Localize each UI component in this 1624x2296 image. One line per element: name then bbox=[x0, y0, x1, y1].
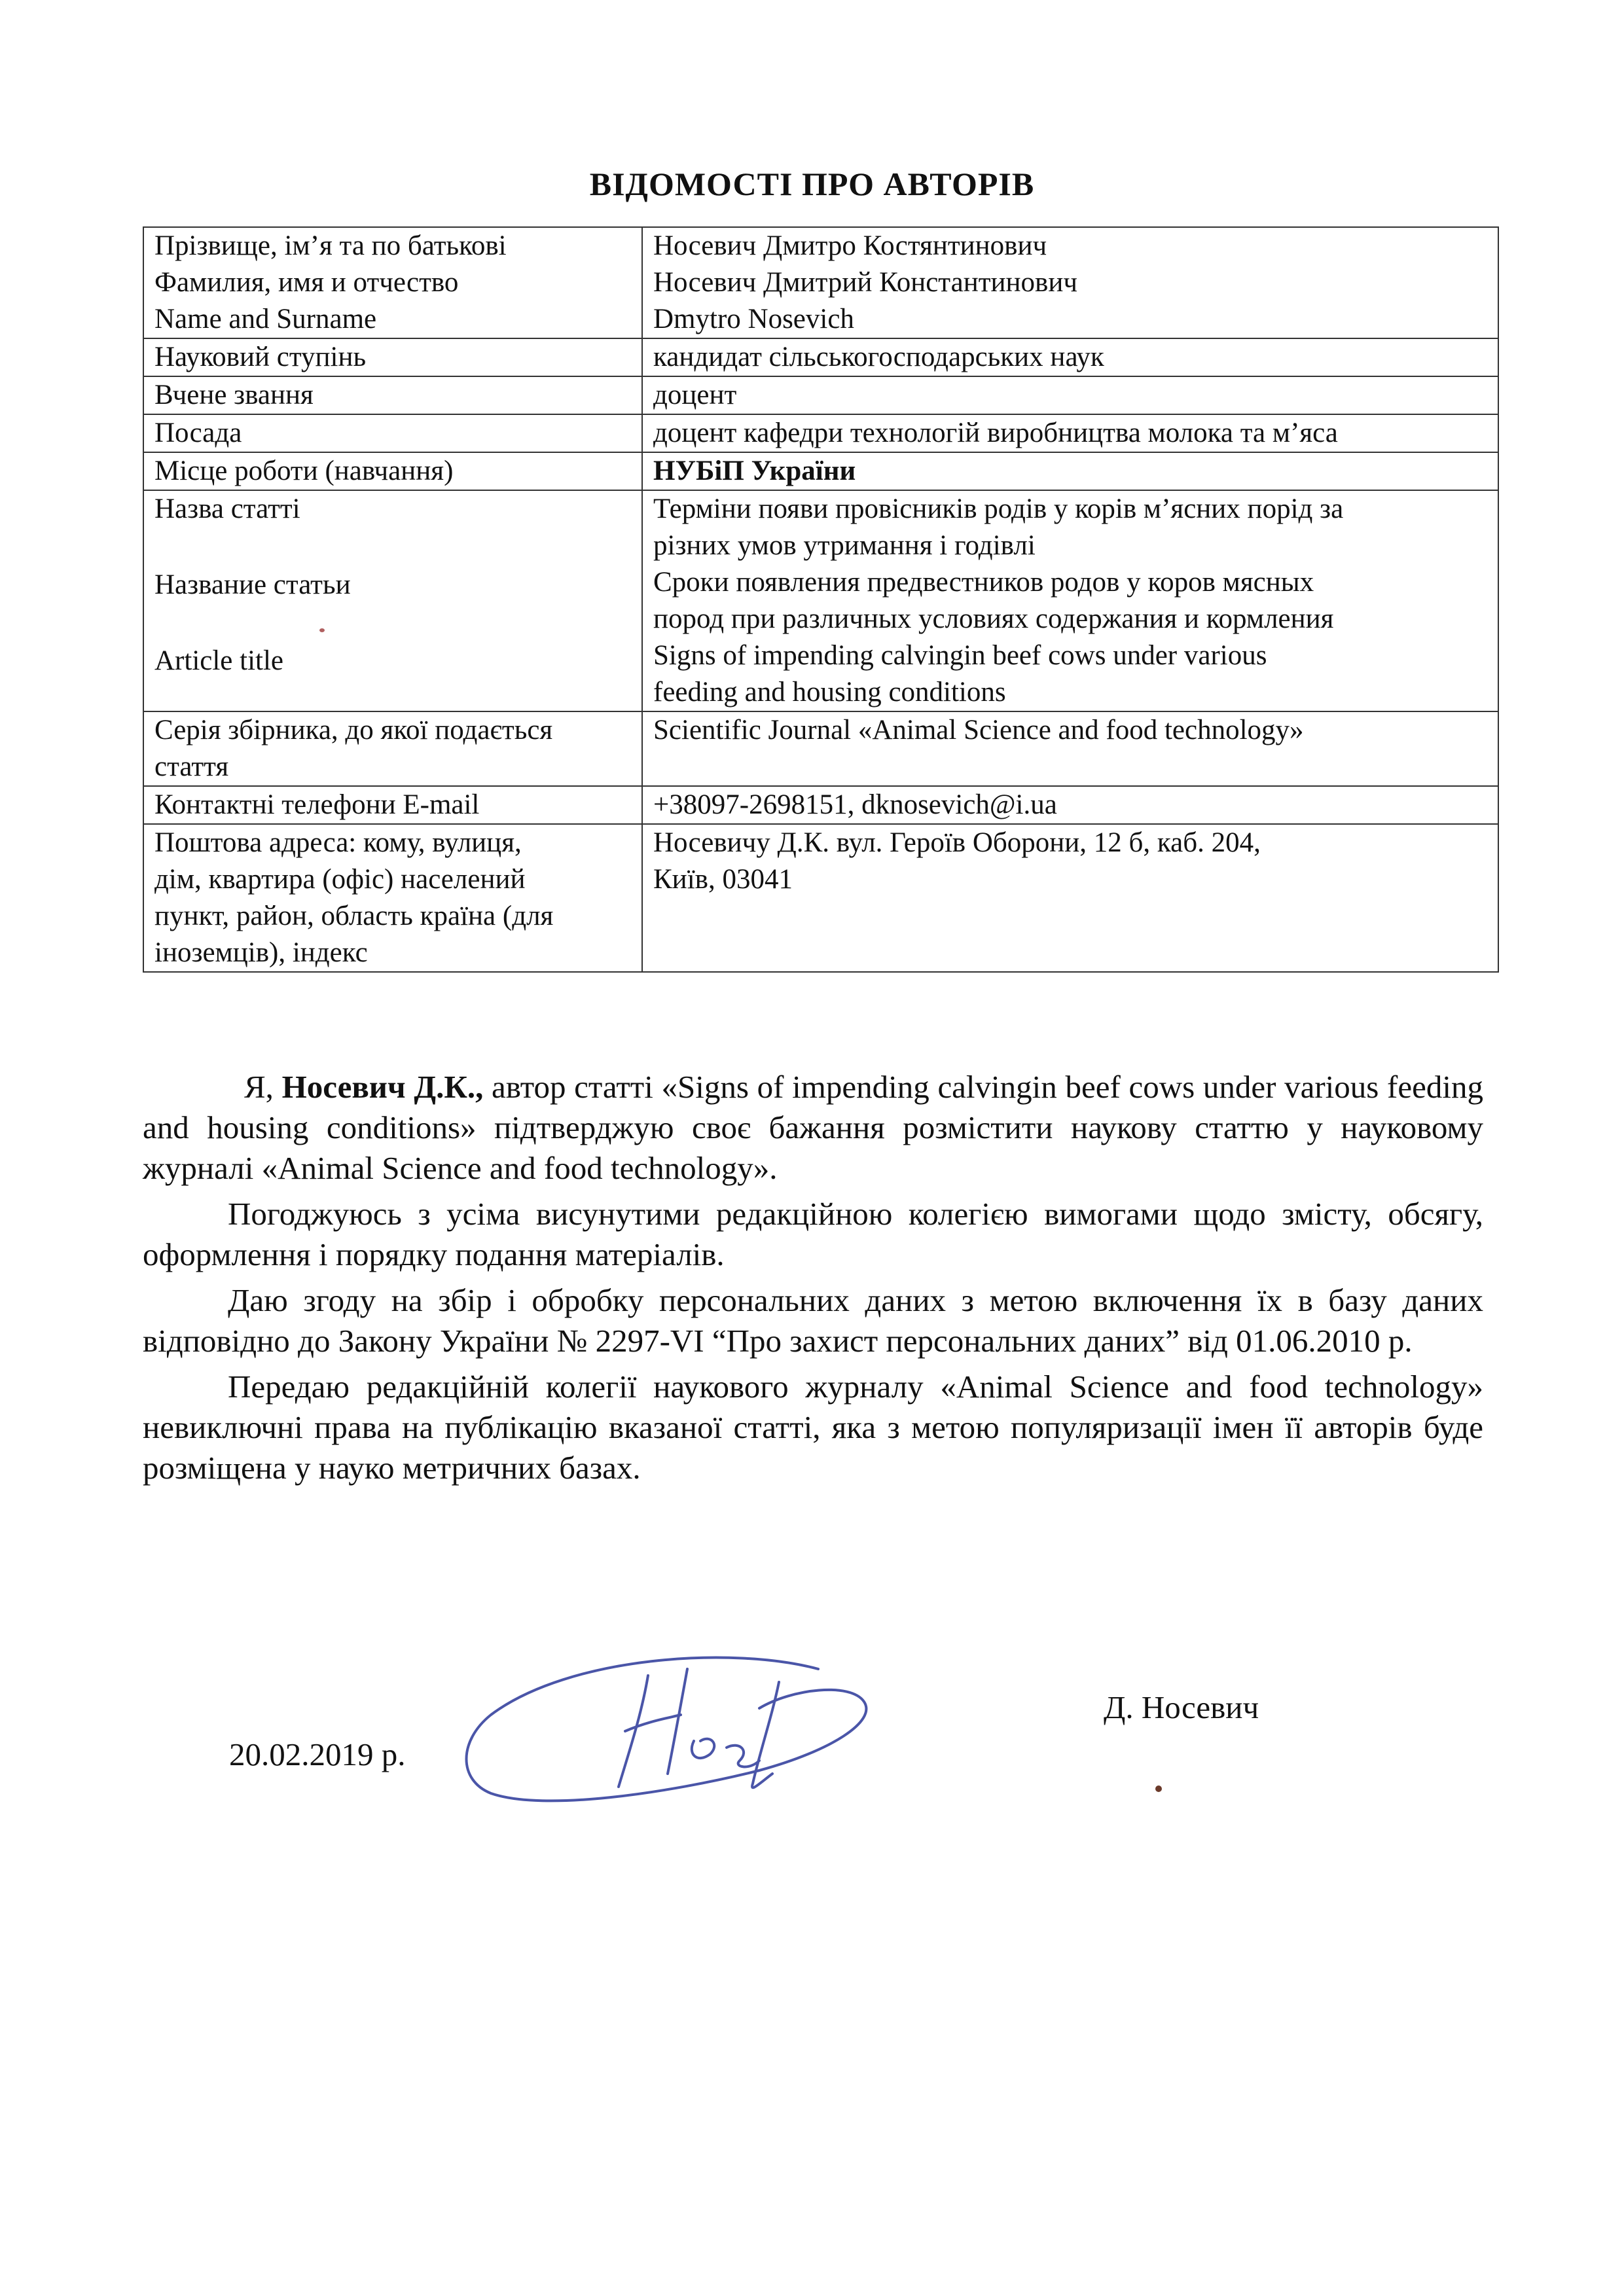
article-label-en: Article title bbox=[154, 645, 284, 676]
workplace-label: Місце роботи (навчання) bbox=[143, 452, 642, 490]
name-value-ua: Носевич Дмитро Костянтинович bbox=[653, 230, 1047, 261]
declaration-text bbox=[143, 1067, 1483, 1494]
signer-name: Д. Носевич bbox=[1104, 1689, 1259, 1725]
series-label-line1: Серія збірника, до якої подається bbox=[154, 715, 553, 745]
position-label: Посада bbox=[143, 414, 642, 452]
p1-start: Я, bbox=[244, 1069, 282, 1105]
rank-value: доцент bbox=[642, 376, 1498, 414]
page-title: ВІДОМОСТІ ПРО АВТОРІВ bbox=[589, 166, 1035, 202]
declaration-paragraph-3: Даю згоду на збір і обробку персональних даних з метою включення їх в базу даних відповідно до Закону України № 2297-VI “Про захист персональних даних” від 01.06.2010 р. bbox=[143, 1282, 1483, 1359]
table-row-rank bbox=[143, 376, 1498, 414]
name-label-en: Name and Surname bbox=[154, 304, 377, 334]
table-row-contacts bbox=[143, 786, 1498, 824]
position-value: доцент кафедри технологій виробництва молока та м’яса bbox=[642, 414, 1498, 452]
article-title-ru-line2: пород при различных условиях содержания и кормления bbox=[653, 603, 1334, 634]
signature-date: 20.02.2019 р. bbox=[229, 1736, 406, 1772]
article-title-ru-line1: Сроки появления предвестников родов у коров мясных bbox=[653, 567, 1314, 598]
series-label-line2: стаття bbox=[154, 751, 229, 782]
degree-label: Науковий ступінь bbox=[143, 338, 642, 376]
name-value-ru: Носевич Дмитрий Константинович bbox=[653, 267, 1077, 298]
series-label-cell bbox=[143, 711, 642, 786]
contacts-label: Контактні телефони E-mail bbox=[143, 786, 642, 824]
article-value-cell bbox=[642, 490, 1498, 711]
address-value-line1: Носевичу Д.К. вул. Героїв Оборони, 12 б, каб. 204, bbox=[653, 827, 1261, 858]
address-label-line3: пункт, район, область країна (для bbox=[154, 901, 554, 931]
article-title-ua-line1: Терміни появи провісників родів у корів м’ясних порід за bbox=[653, 493, 1344, 524]
table-row-degree bbox=[143, 338, 1498, 376]
table-row-name bbox=[143, 227, 1498, 338]
declaration-paragraph-4: Передаю редакційній колегії наукового журналу «Animal Science and food technology» невиключні права на публікацію вказаної статті, яка з метою популяризації імен її авторів буде розміщена у науко метричних базах. bbox=[143, 1369, 1483, 1486]
series-value: Scientific Journal «Animal Science and food technology» bbox=[642, 711, 1498, 786]
table-row-address bbox=[143, 824, 1498, 972]
article-title-en-line1: Signs of impending calvingin beef cows under various bbox=[653, 640, 1267, 671]
article-label-ru: Название статьи bbox=[154, 569, 351, 600]
name-label-cell bbox=[143, 227, 642, 338]
address-label-line2: дім, квартира (офіс) населений bbox=[154, 864, 526, 895]
name-label-ua: Прізвище, ім’я та по батькові bbox=[154, 230, 507, 261]
article-label-ua: Назва статті bbox=[154, 493, 300, 524]
address-value-line2: Київ, 03041 bbox=[653, 864, 793, 895]
table-row-series bbox=[143, 711, 1498, 786]
name-label-ru: Фамилия, имя и отчество bbox=[154, 267, 459, 298]
degree-value: кандидат сільськогосподарських наук bbox=[642, 338, 1498, 376]
ink-dot bbox=[1155, 1785, 1162, 1792]
declaration-paragraph-2: Погоджуюсь з усіма висунутими редакційною колегією вимогами щодо змісту, обсягу, оформлення і порядку подання матеріалів. bbox=[143, 1196, 1483, 1272]
article-title-ua-line2: різних умов утримання і годівлі bbox=[653, 530, 1036, 561]
workplace-value: НУБіП України bbox=[642, 452, 1498, 490]
handwritten-signature bbox=[452, 1643, 884, 1813]
name-value-en: Dmytro Nosevich bbox=[653, 304, 854, 334]
address-label-line4: іноземців), індекс bbox=[154, 937, 368, 968]
address-label-line1: Поштова адреса: кому, вулиця, bbox=[154, 827, 522, 858]
article-title-en-line2: feeding and housing conditions bbox=[653, 677, 1006, 708]
ink-speck bbox=[319, 628, 325, 632]
author-name-bold: Носевич Д.К., bbox=[281, 1069, 484, 1105]
contacts-value: +38097-2698151, dknosevich@i.ua bbox=[642, 786, 1498, 824]
author-info-table bbox=[143, 226, 1499, 973]
name-value-cell bbox=[642, 227, 1498, 338]
rank-label: Вчене звання bbox=[143, 376, 642, 414]
address-value-cell bbox=[642, 824, 1498, 972]
table-row-position bbox=[143, 414, 1498, 452]
address-label-cell bbox=[143, 824, 642, 972]
table-row-workplace bbox=[143, 452, 1498, 490]
table-row-article bbox=[143, 490, 1498, 711]
declaration-paragraph-1 bbox=[143, 1067, 1483, 1189]
article-label-cell bbox=[143, 490, 642, 711]
p1-rest: автор статті «Signs of impending calvingin beef cows under various feeding and housing conditions» підтверджую своє бажання розмістити наукову статтю у науковому журналі «Animal Science and food technology». bbox=[143, 1069, 1483, 1186]
